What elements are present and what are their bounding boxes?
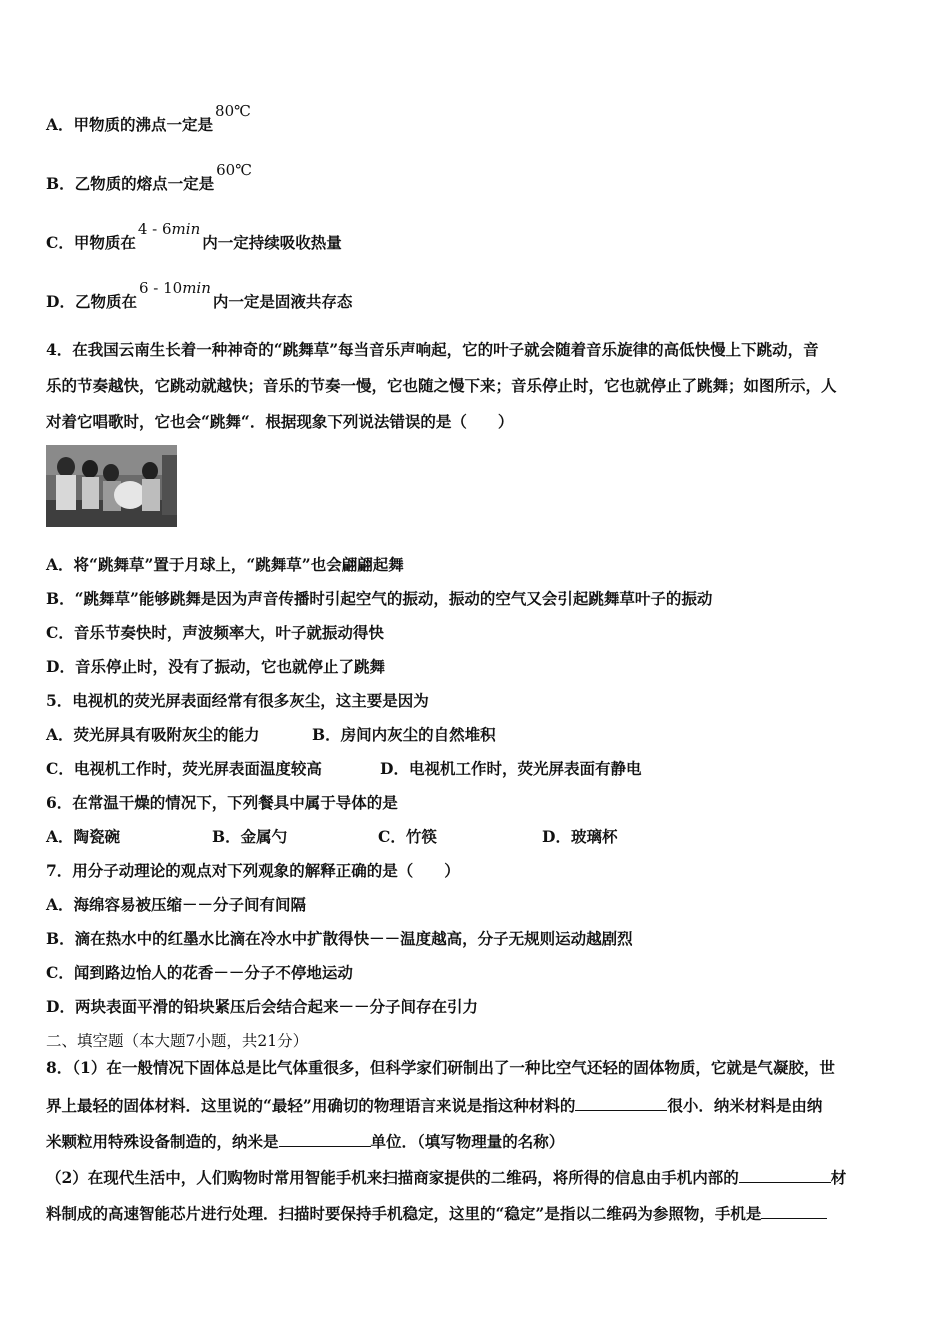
q3-option-c-range: 4 - 6: [137, 220, 172, 238]
section-2-heading: 二、填空题（本大题7小题，共21分）: [46, 1032, 309, 1050]
q3-option-b-text: B．乙物质的熔点一定是: [46, 174, 215, 193]
photo-graphic: [46, 445, 177, 527]
q7-option-c: C．闻到路边怡人的花香－－分子不停地运动: [46, 963, 353, 982]
q4-option-b: B．“跳舞草”能够跳舞是因为声音传播时引起空气的振动，振动的空气又会引起跳舞草叶子的振动: [46, 589, 713, 608]
q4-option-c: C．音乐节奏快时，声波频率大，叶子就振动得快: [46, 623, 384, 642]
q3-option-c-rest: 内一定持续吸收热量: [202, 233, 342, 252]
q8-line-5-text: 料制成的高速智能芯片进行处理．扫描时要保持手机稳定，这里的“稳定”是指以二维码为参照物，手机是: [46, 1204, 762, 1223]
q3-option-c-math: [138, 220, 200, 238]
q6-option-b: B．金属勺: [212, 827, 288, 846]
q8-line-4-text: （2）在现代生活中，人们购物时常用智能手机来扫描商家提供的二维码，将所得的信息由手机内部的: [46, 1168, 739, 1187]
q5-option-d: D．电视机工作时，荧光屏表面有静电: [380, 759, 642, 778]
q5-stem: 5．电视机的荧光屏表面经常有很多灰尘，这主要是因为: [46, 691, 429, 710]
q3-option-a-math: 80℃: [215, 102, 251, 120]
q8-blank-3[interactable]: [739, 1166, 831, 1183]
q8-line-3: [46, 1130, 564, 1152]
q8-line-3-text: 米颗粒用特殊设备制造的，纳米是: [46, 1132, 279, 1151]
q5-options-cd: [46, 759, 641, 779]
q3-option-d: [46, 279, 353, 312]
q8-line-4: [46, 1166, 846, 1188]
q4-stem-line-3: 对着它唱歌时，它也会“跳舞“．根据现象下列说法错误的是（ ）: [46, 412, 514, 431]
q3-option-a-text: A．甲物质的沸点一定是: [46, 115, 214, 134]
q8-line-2-rest: 很小．纳米材料是由纳: [667, 1096, 823, 1115]
q8-line-5: [46, 1202, 827, 1224]
q4-stem-line-2: 乐的节奏越快，它跳动就越快；音乐的节奏一慢，它也随之慢下来；音乐停止时，它也就停止了跳舞；如图所示，人: [46, 376, 837, 395]
q3-option-d-text: D．乙物质在: [46, 292, 137, 311]
q5-option-a: A．荧光屏具有吸附灰尘的能力: [46, 725, 260, 744]
q3-option-c-text: C．甲物质在: [46, 233, 136, 252]
q6-option-d: D．玻璃杯: [542, 827, 618, 846]
q8-blank-4[interactable]: [761, 1202, 827, 1219]
q5-options-ab: [46, 725, 496, 745]
q3-option-a: [46, 102, 253, 135]
q5-option-b: B．房间内灰尘的自然堆积: [312, 725, 496, 744]
q7-option-b: B．滴在热水中的红墨水比滴在冷水中扩散得快－－温度越高，分子无规则运动越剧烈: [46, 929, 633, 948]
q8-line-3-rest: 单位．（填写物理量的名称）: [370, 1132, 565, 1151]
q6-options: [46, 827, 617, 847]
q3-option-d-rest: 内一定是固液共存态: [212, 292, 353, 311]
q3-option-c-unit: min: [171, 220, 201, 238]
q8-line-1: 8．（1）在一般情况下固体总是比气体重很多，但科学家们研制出了一种比空气还轻的固体物质，它就是气凝胶，世: [46, 1058, 835, 1077]
q8-line-2: [46, 1094, 822, 1116]
q3-option-d-math: [139, 279, 211, 297]
q6-option-c: C．竹筷: [378, 827, 437, 846]
q3-option-d-range: 6 - 10: [138, 279, 183, 297]
q4-stem-line-1: 4．在我国云南生长着一种神奇的“跳舞草”每当音乐声响起，它的叶子就会随着音乐旋律的高低快慢上下跳动，音: [46, 340, 819, 359]
q3-option-c: [46, 220, 342, 253]
q3-option-b-math: 60℃: [216, 161, 252, 179]
q8-blank-1[interactable]: [575, 1094, 667, 1111]
q7-option-d: D．两块表面平滑的铅块紧压后会结合起来－－分子间存在引力: [46, 997, 478, 1016]
q6-option-a: A．陶瓷碗: [46, 827, 121, 846]
q4-option-a: A．将“跳舞草”置于月球上，“跳舞草”也会翩翩起舞: [46, 555, 404, 574]
q4-option-d: D．音乐停止时，没有了振动，它也就停止了跳舞: [46, 657, 385, 676]
q8-line-4-rest: 材: [830, 1168, 847, 1187]
q6-stem: 6．在常温干燥的情况下，下列餐具中属于导体的是: [46, 793, 398, 812]
q5-option-c: C．电视机工作时，荧光屏表面温度较高: [46, 759, 322, 778]
q3-option-b: [46, 161, 254, 194]
q7-option-a: A．海绵容易被压缩－－分子间有间隔: [46, 895, 307, 914]
q4-dancing-grass-photo: [46, 445, 177, 527]
q7-stem: 7．用分子动理论的观点对下列观象的解释正确的是（ ）: [46, 861, 460, 880]
q8-blank-2[interactable]: [279, 1130, 371, 1147]
q3-option-d-unit: min: [182, 279, 211, 297]
q8-line-2-text: 界上最轻的固体材料．这里说的“最轻”用确切的物理语言来说是指这种材料的: [46, 1096, 576, 1115]
